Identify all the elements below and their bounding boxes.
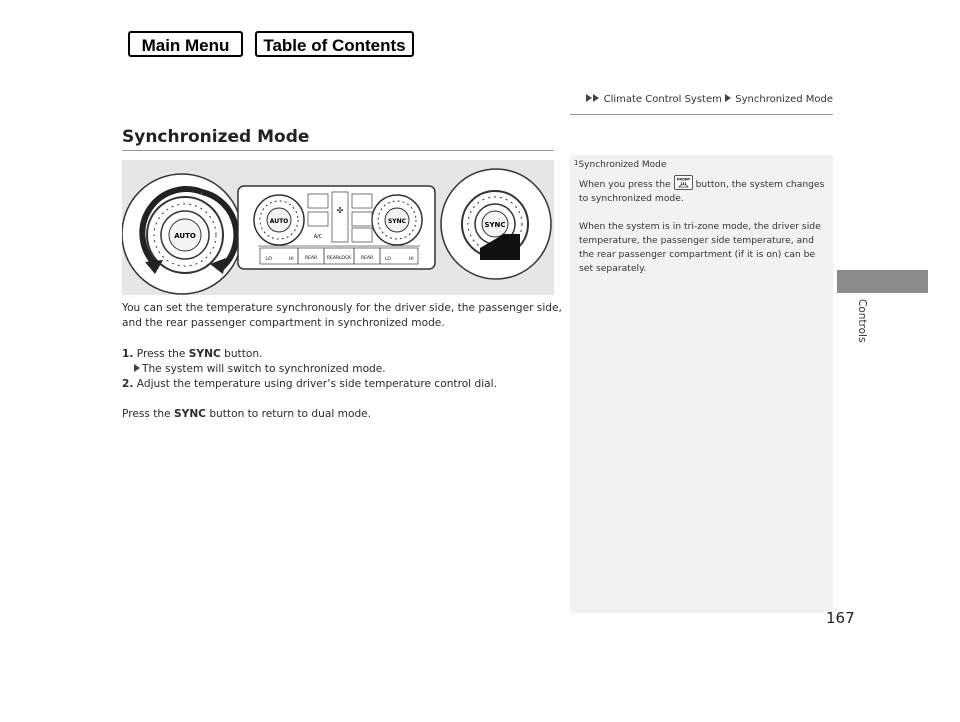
sidebar-heading: $^1$Synchronized Mode (574, 159, 667, 170)
step-2: 2. Adjust the temperature using driver’s side temperature control dial. (122, 378, 497, 390)
sidebar-note (570, 155, 833, 613)
section-title: Synchronized Mode (122, 127, 310, 147)
left-dial-label: AUTO (174, 232, 196, 240)
breadcrumb-synchronized-mode: Synchronized Mode (735, 94, 833, 105)
intro-paragraph: You can set the temperature synchronously for the driver side, the passenger side, and the rear passenger compartment in synchronized mode. (122, 302, 562, 330)
sync-keyword: SYNC (188, 347, 221, 360)
section-tab-label: Controls (856, 299, 868, 343)
lo-label-1: LO (266, 257, 272, 262)
breadcrumb-arrow-icon (725, 94, 731, 102)
body-text (122, 301, 562, 423)
breadcrumb-climate-control[interactable]: Climate Control System (603, 94, 722, 105)
right-dial-label: SYNC (484, 221, 506, 229)
main-menu-button[interactable]: Main Menu (128, 31, 243, 57)
rear-button-label-2: REAR (360, 256, 374, 261)
rear-button-label-1: REAR (304, 256, 318, 261)
title-rule (122, 150, 554, 151)
breadcrumb-arrow-icon (586, 94, 592, 102)
header-rule (570, 114, 833, 115)
controls-tab[interactable] (837, 270, 928, 293)
center-auto-label: AUTO (269, 218, 289, 225)
climate-control-figure (122, 160, 554, 295)
sidebar-text (579, 175, 827, 276)
table-of-contents-button[interactable]: Table of Contents (255, 31, 414, 57)
page-number: 167 (826, 609, 855, 627)
front-defrost-icon (674, 175, 693, 190)
result-arrow-icon (134, 364, 140, 372)
step-1: 1. Press the SYNC button. (122, 347, 263, 360)
breadcrumb (586, 94, 833, 105)
hi-label-2: HI (409, 257, 414, 262)
rear-lock-button-label: REARLOCK (326, 256, 352, 261)
final-paragraph: Press the SYNC button to return to dual mode. (122, 408, 372, 421)
climate-panel-illustration (122, 160, 554, 295)
fan-icon: ✣ (336, 206, 344, 215)
svg-text:FRONT: FRONT (676, 177, 690, 182)
ac-button-label: A/C (313, 234, 323, 240)
sync-keyword: SYNC (174, 408, 206, 421)
breadcrumb-arrow-icon (593, 94, 599, 102)
sidebar-paragraph-1: When you press the FRONT button, the system changes to synchronized mode. (579, 175, 827, 206)
sidebar-paragraph-2: When the system is in tri-zone mode, the driver side temperature, the passenger side temperature, and the rear passenger compartment (if it is on) can be set separately. (579, 221, 821, 274)
hi-label-1: HI (289, 257, 294, 262)
step-1-result: The system will switch to synchronized mode. (122, 362, 562, 377)
center-sync-label: SYNC (387, 218, 407, 225)
lo-label-2: LO (385, 257, 391, 262)
